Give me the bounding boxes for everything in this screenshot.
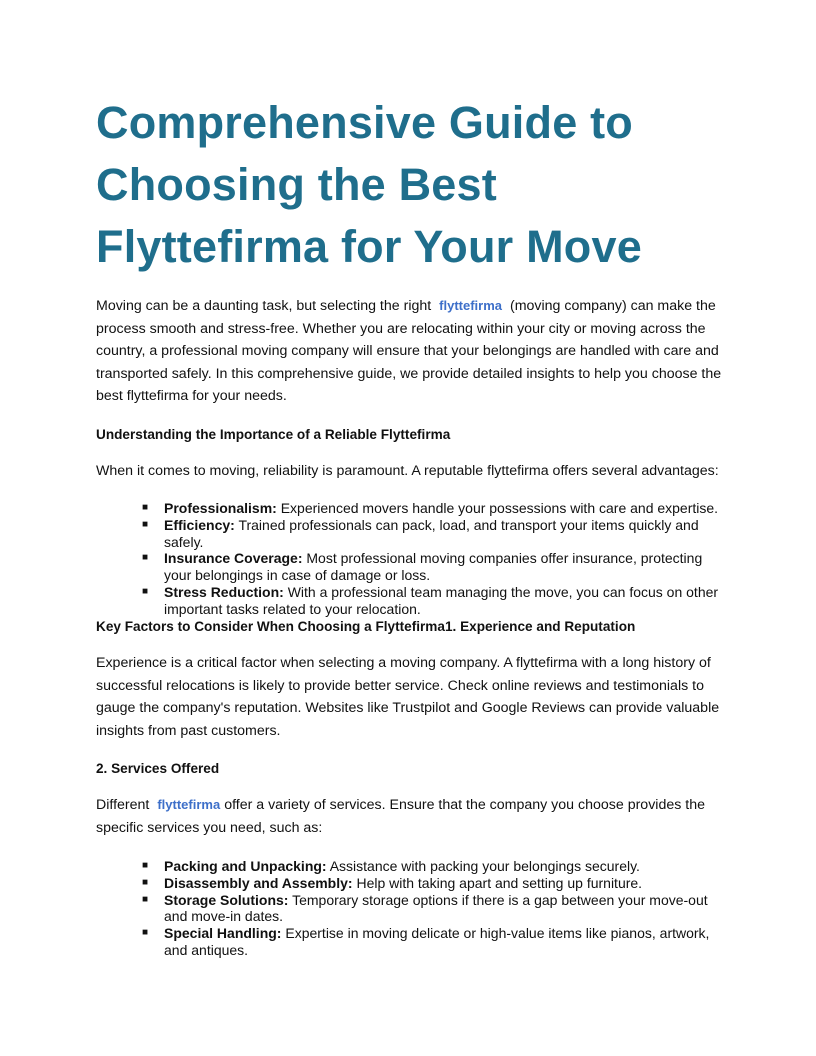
- section-heading-services: 2. Services Offered: [96, 761, 220, 776]
- section-heading-key-factors: Key Factors to Consider When Choosing a Flyttefirma1. Experience and Reputation: [96, 619, 636, 634]
- list-item: ■ Disassembly and Assembly: Help with taking apart and setting up furniture.: [142, 874, 643, 891]
- page-title: [96, 92, 720, 278]
- intro-line-1: Moving can be a daunting task, but selecting the right flyttefirma (moving company) can make the: [96, 298, 716, 314]
- list-item: ■ Efficiency: Trained professionals can pack, load, and transport your items quickly and safely.: [142, 516, 699, 550]
- bullet-square-icon: ■: [142, 927, 149, 939]
- title-line-3: Flyttefirma for Your Move: [96, 221, 642, 272]
- list-item: ■ Stress Reduction: With a professional team managing the move, you can focus on other important tasks related to your relocation.: [142, 583, 719, 617]
- flyttefirma-link[interactable]: flyttefirma: [439, 298, 503, 313]
- intro-line-2: process smooth and stress-free. Whether you are relocating within your city or moving across the: [96, 320, 706, 337]
- bullet-square-icon: ■: [142, 552, 149, 564]
- intro-line-3: country, a professional moving company will ensure that your belongings are handled with care and: [96, 343, 719, 359]
- bullet-square-icon: ■: [142, 585, 149, 597]
- list-item: ■ Special Handling: Expertise in moving delicate or high-value items like pianos, artwork, and antiques.: [142, 925, 710, 958]
- intro-line-5: best flyttefirma for your needs.: [96, 388, 287, 404]
- bullet-square-icon: ■: [142, 860, 149, 871]
- bullet-square-icon: ■: [142, 876, 149, 888]
- importance-paragraph: When it comes to moving, reliability is paramount. A reputable flyttefirma offers several advantages:: [96, 463, 719, 479]
- flyttefirma-link[interactable]: flyttefirma: [157, 797, 221, 812]
- services-list: [140, 858, 720, 959]
- list-item: ■ Packing and Unpacking: Assistance with packing your belongings securely.: [142, 858, 640, 874]
- advantages-list: [140, 500, 720, 618]
- intro-paragraph: [96, 295, 720, 408]
- list-item: ■ Professionalism: Experienced movers handle your possessions with care and expertise.: [142, 500, 719, 516]
- services-paragraph: Different flyttefirma offer a variety of services. Ensure that the company you choose provides the specific services you need, such as:: [96, 797, 705, 836]
- intro-line-4: transported safely. In this comprehensive guide, we provide detailed insights to help you choose the: [96, 365, 722, 382]
- list-item: ■ Storage Solutions: Temporary storage options if there is a gap between your move-out and move-in dates.: [142, 891, 708, 925]
- bullet-square-icon: ■: [142, 518, 149, 530]
- section-heading-importance: Understanding the Importance of a Reliable Flyttefirma: [96, 427, 451, 442]
- experience-paragraph: Experience is a critical factor when selecting a moving company. A flyttefirma with a long history of successful relocations is likely to provide better service. Check online reviews and testimonials to gauge the company's reputation. Websites like Trustpilot and Google Reviews can provide valuable insights from past customers.: [96, 655, 720, 739]
- bullet-square-icon: ■: [142, 893, 149, 905]
- title-line-1: Comprehensive Guide to: [96, 97, 633, 148]
- title-line-2: Choosing the Best: [96, 159, 497, 210]
- bullet-square-icon: ■: [142, 502, 149, 513]
- list-item: ■ Insurance Coverage: Most professional moving companies offer insurance, protecting your belongings in case of damage or loss.: [142, 550, 703, 584]
